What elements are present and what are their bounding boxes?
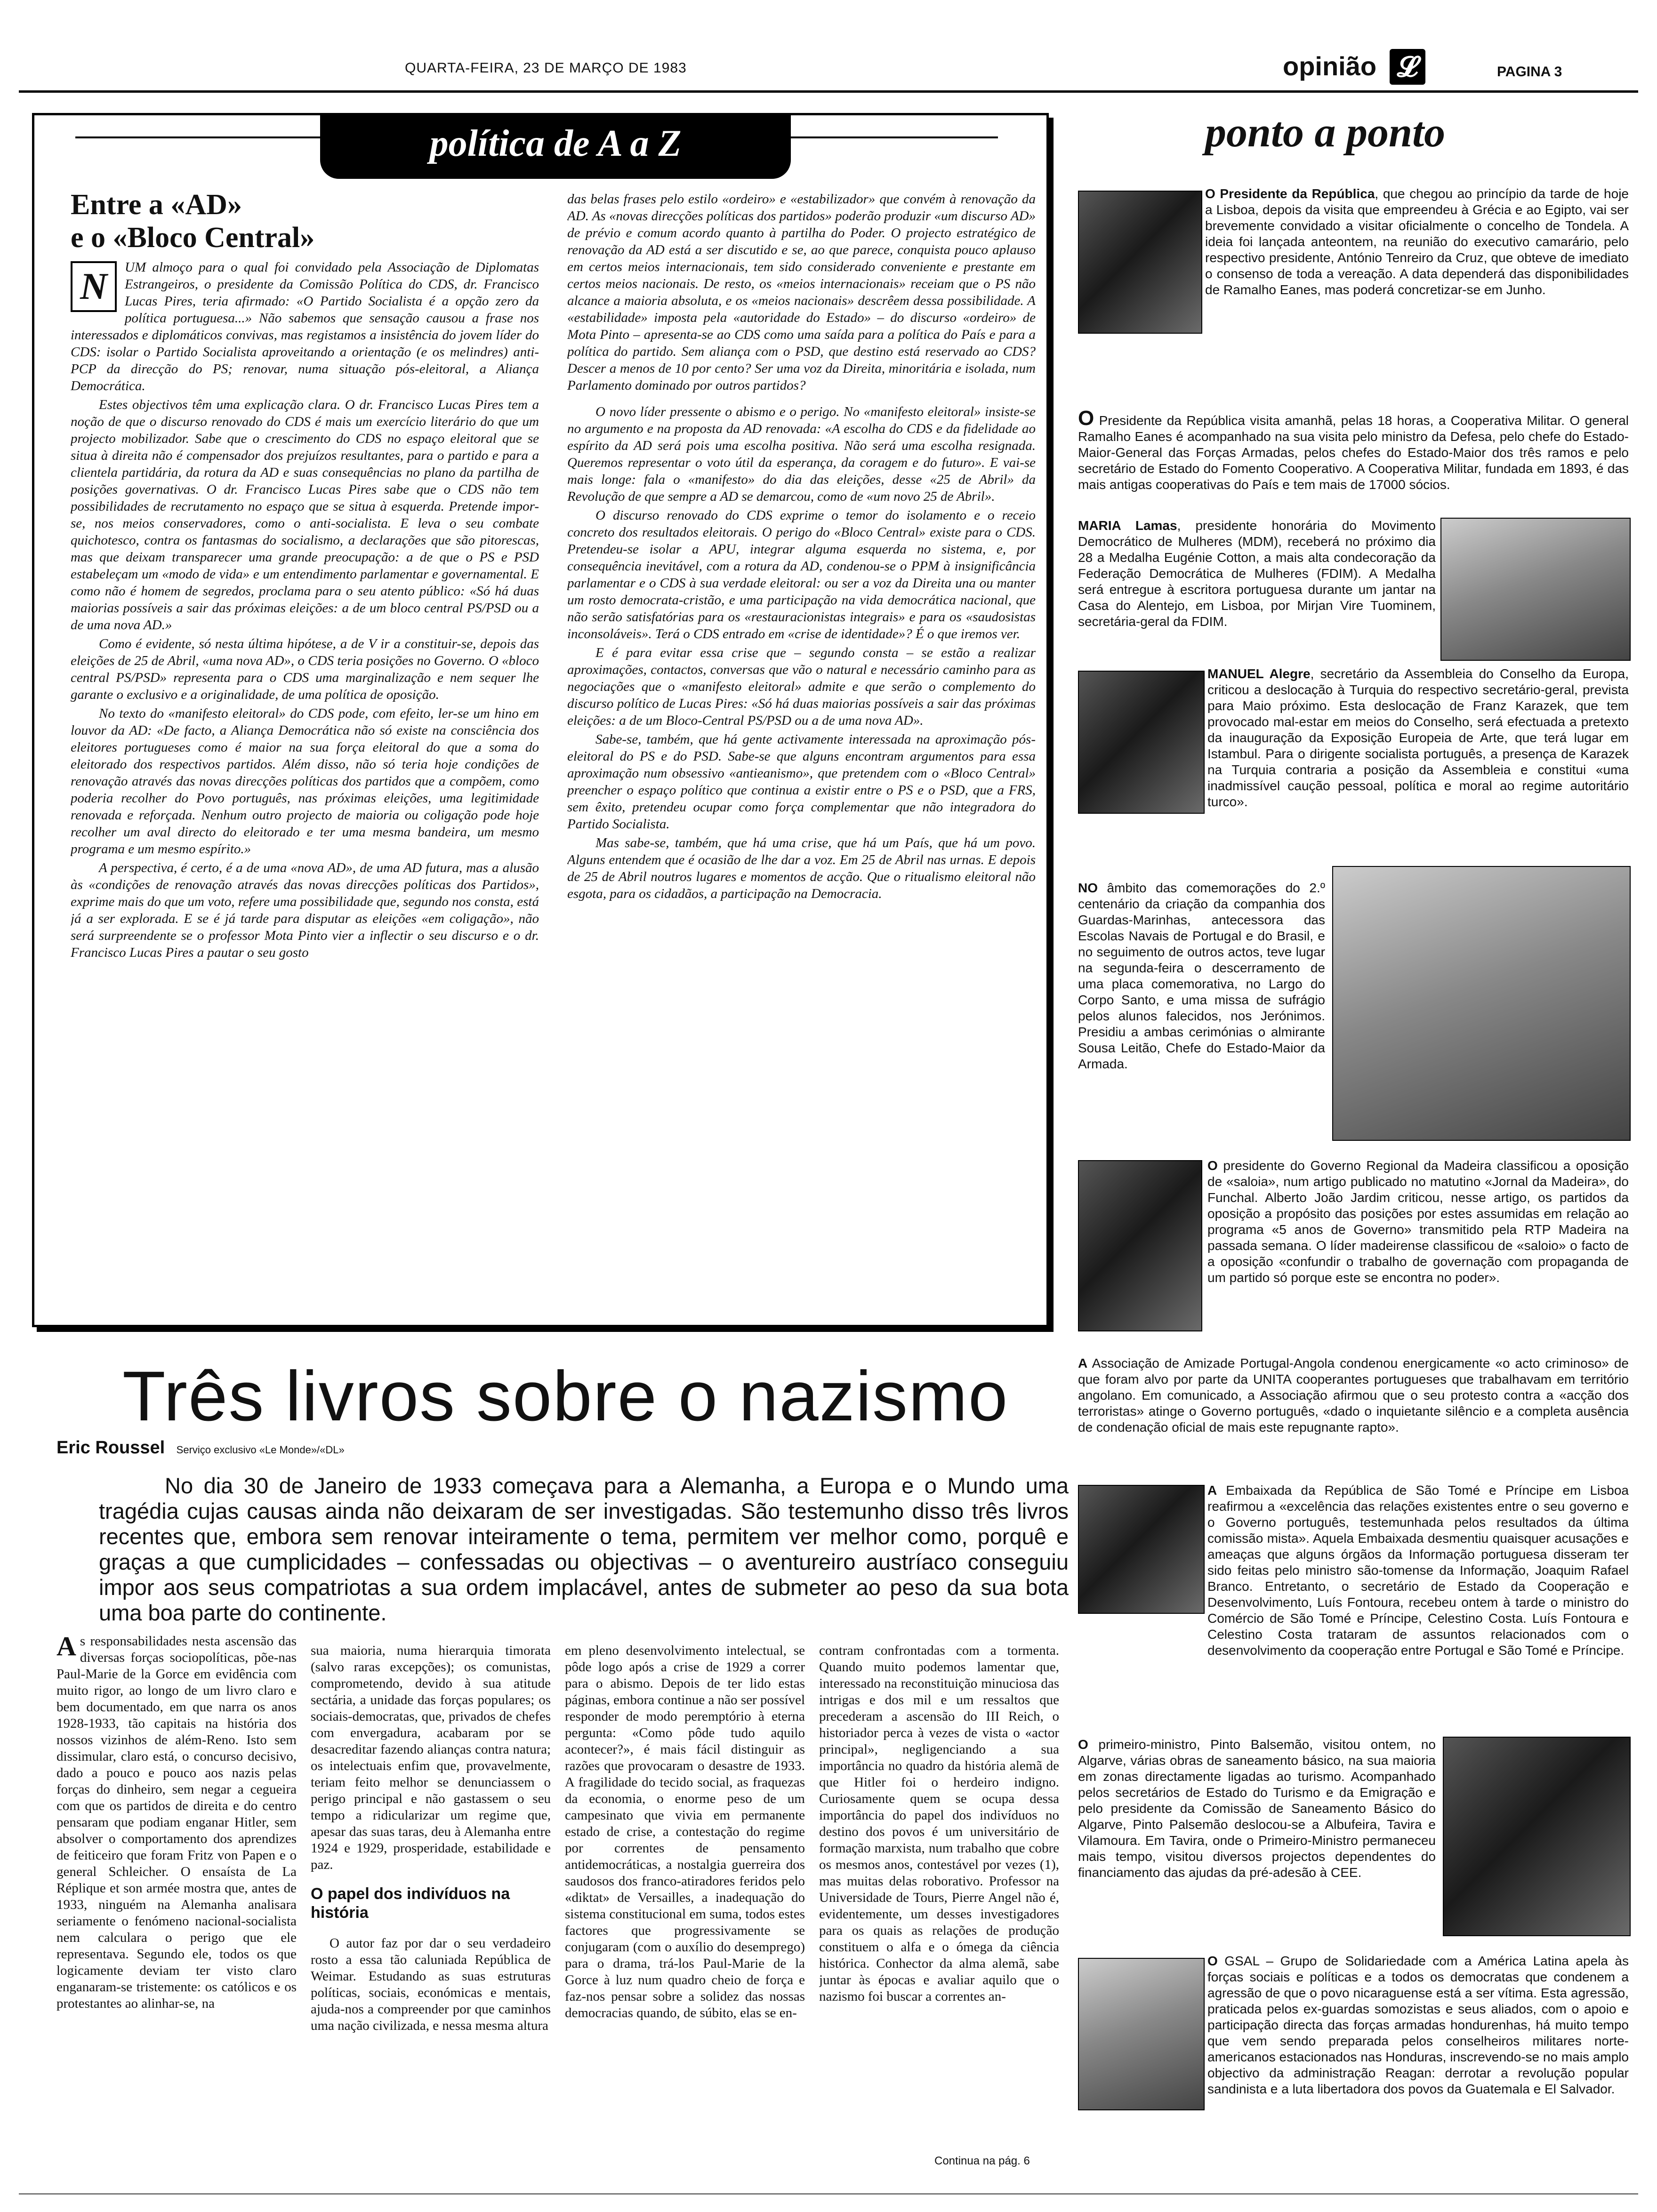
nazi-col3-text: em pleno desenvolvimento intelectual, se pôde logo após a crise de 1929 a correr para o abismo. Depois de ter lido estas páginas, embora continue a não ser possível responder de modo peremptório à eterna pergunta: «Como pôde tudo aquilo acontecer?», é mais fácil distinguir as razões que provocaram o desastre de 1933. A fragilidade do tecido social, as fraquezas da economia, o enorme peso de um campesinato que vivia em permanente estado de crise, a contestação do regime por correntes de pensamento antidemocráticas, a nostalgia guerreira dos saudosos dos franco-atiradores feridos pelo «diktat» de Versailles, a inadequação do sistema constitucional em suma, todos estes factores que progressivamente se conjugaram (com o auxílio do desemprego) para o drama, trá-los Paul-Marie de la Gorce à luz num quadro cheio de força e faz-nos pensar sobre a solidez das nossas democracias quando, de súbito, elas se en- — [565, 1643, 805, 2020]
az-dropcap: N — [71, 261, 117, 312]
pp-item — [1078, 518, 1436, 659]
az-col1-para: Estes objectivos têm uma explicação clara. O dr. Francisco Lucas Pires tem a noção de que o discurso renovado do CDS é mais um exercício literário do que um projecto mobilizador. Sabe que o crescimento do CDS no espaço eleitoral que se situa à direita não é compensador dos prejuízos resultantes, para o partido e para a clientela partidária, da rotura da AD e suas consequências no plano da partilha de posições governativas. O dr. Francisco Lucas Pires sabe que o CDS não tem possibilidades de recrutamento no espaço que se situa à esquerda. Pretende impor-se, nos meios conservadores, como o anti-socialista. E leva o seu combate quichotesco, contra os fantasmas do socialismo, a declarações que são pitorescas, mas que deixam transparecer uma grande preocupação: a de que o PS e PSD estabeleçam um «modo de vida» e um entendimento parlamentar e governamental. E como não é homem de segredos, proclama para o seu atento público: «Só há duas maiorias possíveis a sair das próximas eleições: a de um bloco central PS/PSD ou a de uma nova AD.» — [71, 397, 539, 633]
pp-photo-pinto-balsemao — [1443, 1737, 1631, 1936]
pp-item-lead: O — [1207, 1158, 1218, 1173]
pp-item-lead: O — [1078, 410, 1094, 430]
pp-item-text: Presidente da República visita amanhã, pelas 18 horas, a Cooperativa Militar. O general Ramalho Eanes é acompanhado na sua visita pelo ministro da Defesa, pelo chefe do Estado-Maior-General das Forças Armadas, pelos chefes do Estado-Maior dos três ramos e pelo secretário de Estado do Fomento Cooperativo. A Cooperativa Militar, fundada em 1893, é das mais antigas cooperativas do País e tem mais de 17000 sócios. — [1078, 413, 1629, 492]
nazi-column-2 — [311, 1643, 551, 2165]
nazi-col1-text: s responsabilidades nesta ascensão das diversas forças sociopolíticas, põe-nas Paul-Marie de la Gorce em evidência com muito rigor, ao longo de um livro claro e bem documentado, em que narra os anos 1928-1933, tão capitais na história dos nossos vizinhos de além-Reno. Isto sem dissimular, claro está, o concurso decisivo, dado a pouco e pouco aos nazis pelas forças do dinheiro, sem negar a cegueira com que os partidos de direita e do centro pensaram que podiam enganar Hitler, sem absolver o comportamento dos aprendizes de feiticeiro que foram Fritz von Papen e o general Schleicher. O ensaísta de La Réplique et son armée mostra que, antes de 1933, ninguém na Alemanha analisara seriamente o fenómeno nacional-socialista nem calculara o perigo que ele representava. Segundo ele, todos os que logicamente deviam ter visto claro enganaram-se tristemente: os católicos e os protestantes ao alinhar-se, na — [56, 1634, 297, 2011]
pp-item-text: , presidente honorária do Movimento Democrático de Mulheres (MDM), receberá no próximo dia 28 a Medalha Eugénie Cotton, a mais alta condecoração da Federação Democrática de Mulheres (FDIM). A Medalha será entregue à escritora portuguesa durante um jantar na Casa do Alentejo, em Lisboa, por Mirjan Vire Tuominem, secretária-geral da FDIM. — [1078, 518, 1436, 629]
pp-item — [1207, 1953, 1629, 2184]
az-title-line1: Entre a «AD» — [71, 189, 242, 221]
pp-item-text: Embaixada da República de São Tomé e Príncipe em Lisboa reafirmou a «excelência das relações existentes entre o seu governo e o Governo português, testemunhada pelos resultados da última comissão mista». Aquela Embaixada desmentiu quaisquer acusações e ameaças que alguns órgãos da Informação portuguesa disseram ter sido feitas pelo ministro são-tomense da Informação, Joaquim Rafael Branco. Entretanto, o secretário de Estado da Cooperação e Desenvolvimento, Luís Fontoura, recebeu ontem à tarde o ministro do Comércio de São Tomé e Príncipe, Celestino Costa. Luís Fontoura e Celestino Costa trataram de assuntos relacionados com o desenvolvimento da cooperação entre Portugal e São Tomé e Príncipe. — [1207, 1483, 1629, 1658]
pp-item — [1207, 1158, 1629, 1355]
pp-photo-manuel-alegre — [1078, 671, 1205, 814]
page-bottom-rule — [19, 2193, 1638, 2195]
nazi-headline: Três livros sobre o nazismo — [122, 1356, 1009, 1435]
az-col2-para: O discurso renovado do CDS exprime o temor do isolamento e o receio concreto dos resultados eleitorais. O perigo do «Bloco Central» existe para o CDS. Pretendeu-se isolar a APU, integrar alguma esquerda no sistema, e, por consequência inevitável, com a rotura da AD, condenou-se o PPM à insignificância parlamentar e o CDS à sua verdade eleitoral: ou ser a voz da Direita una ou manter um rosto democrata-cristão, e uma participação na vida democrática nacional, que não serão satisfatórias para os «restauracionistas integrais» e para os «saudosistas inconsoláveis». Terá o CDS entrado em «crise de identidade»? É o que iremos ver. — [567, 508, 1036, 641]
page-number: PAGINA 3 — [1497, 64, 1562, 80]
pp-item-lead: MARIA Lamas — [1078, 518, 1177, 533]
pp-item-text: , que chegou ao princípio da tarde de hoje a Lisboa, depois da visita que empreendeu à Grécia e ao Egipto, vai ser brevemente convidado a visitar oficialmente o concelho de Tondela. A ideia foi lançada anteontem, na reunião do executivo camarário, pelo respectivo presidente, António Tenreiro da Cruz, que obteve de imediato o consenso de toda a vereação. A data dependerá das disponibilidades de Ramalho Eanes, mas poderá concretizar-se em Junho. — [1205, 186, 1629, 297]
pp-title: ponto a ponto — [1205, 109, 1446, 156]
pp-photo-maria-lamas — [1440, 518, 1631, 661]
nazi-column-3 — [565, 1643, 805, 2165]
pp-item-lead: O — [1207, 1954, 1218, 1968]
az-col1-para: A perspectiva, é certo, é a de uma «nova AD», de uma AD futura, mas a alusão às «condições de renovação através das novas direcções políticas dos Partidos», exprime mais do que um voto, refere uma possibilidade que, segundo nos consta, está já a ser explorada. E se é já tarde para disputar as eleições «em coligação», não será surpreendente se o professor Mota Pinto vier a inflectir o seu discurso e o dr. Francisco Lucas Pires a pautar o seu gosto — [71, 860, 539, 960]
pp-item-text: , secretário da Assembleia do Conselho da Europa, criticou a deslocação à Turquia do respectivo secretário-geral, prevista para Maio próximo. Esta deslocação de Franz Karazek, que tem provocado mal-estar em meios do Conselho, será efectuada a pretexto da inauguração da Exposição Europeia de Arte, que terá lugar em Istambul. Para o dirigente socialista português, a presença de Karazek na Turquia contraria a posição da Assembleia e constitui «uma inadmissível caução pessoal, política e moral ao regime autoritário turco». — [1207, 666, 1629, 809]
pp-item-lead: A — [1078, 1356, 1088, 1370]
nazi-column-1 — [56, 1633, 297, 2165]
az-col2-para: das belas frases pelo estilo «ordeiro» e «estabilizador» que convém à renovação da AD. As «novas direcções políticas dos partidos» poderão produzir «um discurso AD» de prévio e comum acordo quanto à partilha do Poder. O projecto estratégico de renovação da AD está a ser discutido e se, ao que parece, conquista pouco aplauso em certos meios internacionais, tem sido considerado conveniente e prestante em certos meios nacionais. De resto, os «meios internacionais» receiam que o PS não alcance a maioria absoluta, e os «meios nacionais» descrêem dessa possibilidade. A «estabilidade» imposta pela «autoridade do Estado» – do discurso «ordeiro» de Mota Pinto – apresenta-se ao CDS como uma saída para a política do País e para a política do partido. Sem aliança com o PSD, que destino está reservado ao CDS? Descer a menos de 10 por cento? Ser uma voz da Direita, minoritária e isolada, num Parlamento dominado por outros partidos? — [567, 192, 1036, 393]
pp-item-text: Associação de Amizade Portugal-Angola condenou energicamente «o acto criminoso» de que foram alvo por parte da UNITA cooperantes portugueses que trabalhavam em território angolano. Em comunicado, a Associação afirmou que o seu protesto contra a «acção dos terroristas» atinge o Governo português, «dado o inquietante silêncio e a completa ausência de condenação oficial de mais este repugnante rapto». — [1078, 1356, 1629, 1435]
pp-item — [1207, 666, 1629, 854]
az-col1-para: Como é evidente, só nesta última hipótese, a de V ir a constituir-se, depois das eleições de 25 de Abril, «uma nova AD», o CDS teria posições no Governo. O «bloco central PS/PSD» representa para o CDS uma marginalização e nem sequer lhe garante o exclusivo e a originalidade, de uma política de oposição. — [71, 636, 539, 702]
pp-item-text: primeiro-ministro, Pinto Balsemão, visitou ontem, no Algarve, várias obras de saneamento básico, na sua maioria em zonas directamente ligadas ao turismo. Acompanhado pelos secretários de Estado do Turismo e da Emigração e pelo presidente da Comissão de Saneamento Básico do Algarve, Pinto Palsemão deslocou-se a Albufeira, Tavira e Vilamoura. Em Tavira, onde o Primeiro-Ministro permaneceu mais tempo, visitou diversos projectos dependentes do financiamento das ajudas da pré-adesão à CEE. — [1078, 1737, 1436, 1880]
nazi-author: Eric Roussel — [56, 1438, 165, 1458]
header-date: QUARTA-FEIRA, 23 DE MARÇO DE 1983 — [405, 60, 687, 76]
pp-item — [1207, 1483, 1629, 1755]
nazi-subhead: O papel dos indivíduos na história — [311, 1885, 510, 1922]
az-col2-para: Mas sabe-se, também, que há uma crise, que há um País, que há um povo. Alguns entendem que é ocasião de lhe dar a voz. Em 25 de Abril nas urnas. E depois de 25 de Abril noutros lugares e momentos de acção. Que o ritualismo eleitoral não esgota, para os cidadãos, a participação na Democracia. — [567, 835, 1036, 901]
az-title-line2: e o «Bloco Central» — [71, 222, 315, 254]
pp-item — [1078, 1355, 1629, 1473]
az-col1-para: UM almoço para o qual foi convidado pela Associação de Diplomatas Estrangeiros, o presidente da Comissão Política do CDS, dr. Francisco Lucas Pires, teria afirmado: «O Partido Socialista é a opção zero da política portuguesa...» Não sabemos que sensação causou a frase nos interessados e diplomáticos convivas, mas registamos a insistência do jovem líder do CDS: isolar o Partido Socialista aproveitando a orientação (e os melindres) anti-PCP da direcção do PS; renovar, numa situação pós-eleitoral, a Aliança Democrática. — [71, 260, 539, 393]
pp-item-lead: A — [1207, 1483, 1217, 1498]
pp-item-text: presidente do Governo Regional da Madeira classificou a oposição de «saloia», num artigo publicado no matutino «Jornal da Madeira», do Funchal. Alberto João Jardim criticou, nesse artigo, os partidos da oposição a propósito das posições por estes assumidas em relação ao programa «5 anos de Governo» transmitido pela RTP Madeira na passada semana. O líder madeirense classificou de «saloio» o facto de a oposição «confundir o trabalho de governação com propaganda de um partido só porque este se encontra no poder». — [1207, 1158, 1629, 1285]
pp-item — [1078, 1737, 1436, 1939]
az-col2-para: Sabe-se, também, que há gente activamente interessada na aproximação pós-eleitoral do PS e do PSD. Sabe-se que alguns encontram argumentos para essa aproximação num obsessivo «antieanismo», que pretendem com o «Bloco Central» preencher o espaço político que continua a existir entre o PS e o PSD, que a FRS, sem êxito, pretendeu ocupar como força complementar que não integradora do Partido Socialista. — [567, 732, 1036, 832]
nazi-col4-text: contram confrontadas com a tormenta. Quando muito podemos lamentar que, interessado na reconstituição minuciosa das intrigas e dos mil e um ressaltos que precederam a ascensão do III Reich, o historiador perca à vezes de vista o «actor principal», negligenciando a sua importância no quadro da história alemã de que Hitler foi o herdeiro indigno. Curiosamente quem se ocupa dessa importância do papel dos indivíduos no destino dos povos é um universitário de formação marxista, num trabalho que cobre os mesmos anos, contestável por vezes (1), mas muitas delas roborativo. Professor na Universidade de Tours, Pierre Angel não é, evidentemente, um desses investigadores para os quais as relações de produção constituem o alfa e o ómega da ciência histórica. Conhector da alma alemã, sabe juntar às épocas e avaliar aquilo que o nazismo foi buscar a correntes an- — [819, 1643, 1059, 2004]
pp-photo-president — [1078, 191, 1202, 334]
pp-photo-ceremony — [1332, 866, 1631, 1141]
pp-item — [1205, 186, 1629, 407]
az-column-2 — [567, 191, 1036, 1306]
az-banner-text: política de A a Z — [429, 123, 682, 164]
nazi-continued[interactable]: Continua na pág. 6 — [934, 2155, 1030, 2167]
header-rule — [19, 90, 1638, 93]
pp-item-lead: MANUEL Alegre — [1207, 666, 1311, 681]
nazi-service: Serviço exclusivo «Le Monde»/«DL» — [176, 1444, 345, 1456]
nazi-col2-para: sua maioria, numa hierarquia timorata (salvo raras excepções); os comunistas, comprometendo, devido à sua atitude sectária, a unidade das forças populares; os sociais-democratas, que, privados de chefes com envergadura, acabaram por se desacreditar fazendo alianças contra natura; os intelectuais enfim que, provavelmente, teriam feito melhor se denunciassem o perigo principal e não gastassem o seu tempo a ridicularizar um regime que, apesar das suas taras, deu à Alemanha entre 1924 e 1929, prosperidade, estabilidade e paz. — [311, 1643, 551, 1872]
nazi-dropcap: A — [56, 1633, 76, 1661]
pp-item-text: âmbito das comemorações do 2.º centenário da criação da companhia dos Guardas-Marinhas, antecessora das Escolas Navais de Portugal e do Brasil, e no seguimento de outros actos, teve lugar na segunda-feira o descerramento de uma placa comemorativa, no Largo do Corpo Santo, e uma missa de sufrágio pelos alunos falecidos, nos Jerónimos. Presidiu a ambas cerimónias o almirante Sousa Leitão, Chefe do Estado-Maior da Armada. — [1078, 881, 1325, 1071]
pp-item-lead: O Presidente da República — [1205, 186, 1375, 201]
nazi-column-4 — [819, 1643, 1059, 2148]
nazi-lead: No dia 30 de Janeiro de 1933 começava para a Alemanha, a Europa e o Mundo uma tragédia cujas causas ainda não deixaram de ser investigadas. São testemunho disso três livros recentes que, embora sem renovar inteiramente o tema, permitem ver melhor como, porquê e graças a que cumplicidades – confessadas ou objectivas – o aventureiro austríaco conseguiu impor aos seus compatriotas a sua ordem implacável, antes de submeter ao peso da sua bota uma boa parte do continente. — [99, 1473, 1069, 1625]
nazi-col2-para: O autor faz por dar o seu verdadeiro rosto a essa tão caluniada República de Weimar. Estudando as suas estruturas políticas, sociais, económicas e mentais, ajuda-nos a compreender por que caminhos uma nação civilizada, e nessa mesma altura — [311, 1936, 551, 2033]
pp-item-text: GSAL – Grupo de Solidariedade com a América Latina apela às forças sociais e políticas e a todos os democratas que condenem a agressão de que o povo nicaraguense está a ser vítima. Esta agressão, praticada pelos ex-guardas somozistas e seus aliados, com o apoio e participação directa das forças armadas hondurenhas, há muito tempo que vem sendo preparada pelos conselheiros militares norte-americanos estacionados nas Honduras, inscrevendo-se no mais amplo objectivo da administração Reagan: derrotar a revolução popular sandinista e a luta libertadora dos povos da Guatemala e El Salvador. — [1207, 1954, 1629, 2096]
pp-photo-alberto-joao-jardim — [1078, 1160, 1202, 1331]
az-col2-para: O novo líder pressente o abismo e o perigo. No «manifesto eleitoral» insiste-se no argumento e na proposta da AD renovada: «A escolha do CDS e da fidelidade ao espírito da AD será pois uma escolha positiva. Não será uma escolha resignada. Queremos representar o voto útil da esperança, da coragem e do futuro». E vai-se mais longe: fala o «manifesto» do dia das eleições, desse «25 de Abril» da Revolução de que sempre a AD se demarcou, como de «um novo 25 de Abril». — [567, 404, 1036, 504]
section-label: opinião — [1283, 51, 1377, 81]
az-column-1 — [71, 259, 539, 1304]
pp-photo-nicaragua — [1078, 1958, 1205, 2110]
pp-item — [1078, 880, 1325, 1144]
pp-item-lead: NO — [1078, 881, 1098, 895]
az-col2-para: E é para evitar essa crise que – segundo consta – se estão a realizar aproximações, contactos, conversas que vão o natural e necessário caminho para as negociações que o «manifesto eleitoral» admite e que serão o complemento do discurso político de Lucas Pires: «Só há duas maiorias possíveis a sair das próximas eleições: a de um Bloco-Central PS/PSD ou a de uma nova AD». — [567, 645, 1036, 728]
pp-photo-sao-tome — [1078, 1485, 1205, 1614]
pp-item — [1078, 410, 1629, 505]
section-logo-icon: 𝓛 — [1390, 49, 1425, 85]
az-col1-para: No texto do «manifesto eleitoral» do CDS pode, com efeito, ler-se um hino em louvor da AD: «De facto, a Aliança Democrática não só existe na consciência dos eleitores portugueses como é maior na sua força eleitoral do que a soma do eleitorado dos respectivos partidos. Além disso, não só teria hoje condições de renovação através das novas direcções políticas dos partidos que a compõem, como poderia recolher do Povo português, nas próximas eleições, uma legitimidade renovada e reforçada. Nenhum outro projecto de maioria ou coligação pode hoje recolher um aval directo do eleitorado e ter uma mesma bandeira, um mesmo programa e um mesmo espírito.» — [71, 706, 539, 857]
az-banner — [320, 113, 791, 179]
nazi-byline — [56, 1438, 345, 1458]
pp-item-lead: O — [1078, 1737, 1088, 1752]
